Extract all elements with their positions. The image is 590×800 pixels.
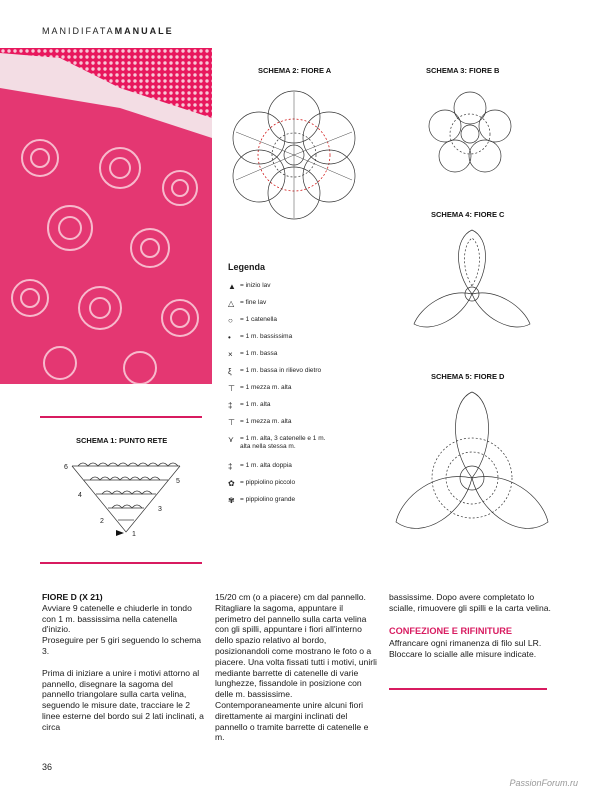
legend-item xyxy=(228,418,378,434)
paragraph: Prima di iniziare a unire i motivi attorno al pannello, disegnare la sagoma del pannello triangolare sulla carta velina, seguendo le misure date, tracciare le 2 linee esterne del bordo sui 2 lati inclinati, a circa xyxy=(42,667,204,732)
legend-symbol: ⊤ xyxy=(228,384,235,393)
fiore-d-heading: FIORE D (X 21) xyxy=(42,592,103,602)
legend-item xyxy=(228,367,378,383)
legend-item xyxy=(228,435,378,461)
legend-text: = pippiolino grande xyxy=(240,496,296,503)
net-row-label: 3 xyxy=(158,506,162,513)
paragraph: bassissime. Dopo avere completato lo scialle, rimuovere gli spilli e la carta velina. xyxy=(389,592,551,613)
legend xyxy=(228,262,378,513)
legend-text: = 1 m. bassissima xyxy=(240,333,293,340)
scheme-2-diagram xyxy=(224,80,364,230)
legend-text: = 1 catenella xyxy=(240,316,278,323)
scheme-5-label: SCHEMA 5: FIORE D xyxy=(431,372,505,381)
legend-item xyxy=(228,479,378,495)
watermark: PassionForum.ru xyxy=(509,778,578,788)
legend-item xyxy=(228,333,378,349)
legend-text: = 1 mezza m. alta xyxy=(240,418,292,425)
scheme-5-diagram xyxy=(388,386,556,548)
legend-title: Legenda xyxy=(228,262,266,272)
legend-item xyxy=(228,462,378,478)
legend-item xyxy=(228,384,378,400)
legend-item xyxy=(228,282,378,298)
scheme-1-diagram xyxy=(62,456,186,542)
net-row-label: 2 xyxy=(100,518,104,525)
paragraph: 15/20 cm (o a piacere) cm dal pannello. Ritagliare la sagoma, appuntare il perimetro del pannello sulla carta velina con gli spilli, appuntare i fiori all'interno dello spazio relativo al bordo, posizionandoli come mostrano le foto o a piacere. Una volta fissati tutti i motivi, unirli mediante barrette di catenelle di varie lunghezze, fissandole in posizione con delle m. bassissime. Contemporaneamente unire alcuni fiori direttamente ai margini inclinati del pannello o tramite barrette di catenelle e m. xyxy=(215,592,377,743)
legend-symbol: ○ xyxy=(228,316,233,325)
legend-symbol: ✾ xyxy=(228,496,235,505)
shawl-photo xyxy=(0,48,212,384)
paragraph: Affrancare ogni rimanenza di filo sul LR. Bloccare lo scialle alle misure indicate. xyxy=(389,638,542,660)
text-column-1 xyxy=(42,592,204,744)
scheme-3-diagram xyxy=(420,88,520,180)
legend-text: = 1 m. alta xyxy=(240,401,271,408)
legend-symbol: ‡ xyxy=(228,462,233,471)
legend-text: = 1 m. alta, 3 catenelle e 1 m. alta nella stessa m. xyxy=(240,435,326,450)
legend-text: = pippiolino piccolo xyxy=(240,479,296,486)
legend-symbol: △ xyxy=(228,299,235,308)
legend-symbol: ‡ xyxy=(228,401,233,410)
legend-item xyxy=(228,401,378,417)
pink-divider xyxy=(389,688,547,690)
legend-symbol: ξ xyxy=(228,367,232,376)
magazine-header xyxy=(42,26,174,36)
legend-symbol: • xyxy=(228,333,231,342)
legend-item xyxy=(228,299,378,315)
legend-text: = 1 m. bassa xyxy=(240,350,278,357)
legend-text: = 1 mezza m. alta xyxy=(240,384,292,391)
legend-text: = inizio lav xyxy=(240,282,271,289)
scheme-1-box xyxy=(40,416,202,564)
scheme-4-diagram xyxy=(402,224,542,340)
net-row-label: 1 xyxy=(132,531,136,538)
legend-item xyxy=(228,350,378,366)
net-row-label: 5 xyxy=(176,478,180,485)
page-number: 36 xyxy=(42,762,53,772)
start-marker xyxy=(116,530,124,536)
brand-light: MANIDIFATA xyxy=(42,26,115,36)
scheme-1-label: SCHEMA 1: PUNTO RETE xyxy=(76,436,168,445)
legend-text: = fine lav xyxy=(240,299,267,306)
legend-symbol: ▲ xyxy=(228,282,236,291)
legend-symbol: ✿ xyxy=(228,479,235,488)
legend-symbol: ⊤ xyxy=(228,418,235,427)
confezione-heading: CONFEZIONE E RIFINITURE xyxy=(389,625,513,636)
paragraph: Avviare 9 catenelle e chiuderle in tondo con 1 m. bassissima nella catenella d'inizio. xyxy=(42,602,192,635)
legend-text: = 1 m. bassa in rilievo dietro xyxy=(240,367,322,374)
scheme-4-label: SCHEMA 4: FIORE C xyxy=(431,210,505,219)
text-column-3 xyxy=(389,592,551,671)
brand-bold: MANUALE xyxy=(114,26,174,36)
legend-symbol: ⋎ xyxy=(228,435,234,444)
shawl-photo-graphic xyxy=(0,48,212,384)
scheme-3-label: SCHEMA 3: FIORE B xyxy=(426,66,500,75)
legend-symbol: × xyxy=(228,350,233,359)
legend-item xyxy=(228,316,378,332)
text-column-2 xyxy=(215,592,377,754)
net-row-label: 6 xyxy=(64,464,68,471)
net-row-label: 4 xyxy=(78,492,82,499)
legend-item xyxy=(228,496,378,512)
scheme-2-label: SCHEMA 2: FIORE A xyxy=(258,66,332,75)
paragraph: Proseguire per 5 giri seguendo lo schema 3. xyxy=(42,635,202,656)
legend-text: = 1 m. alta doppia xyxy=(240,462,292,469)
